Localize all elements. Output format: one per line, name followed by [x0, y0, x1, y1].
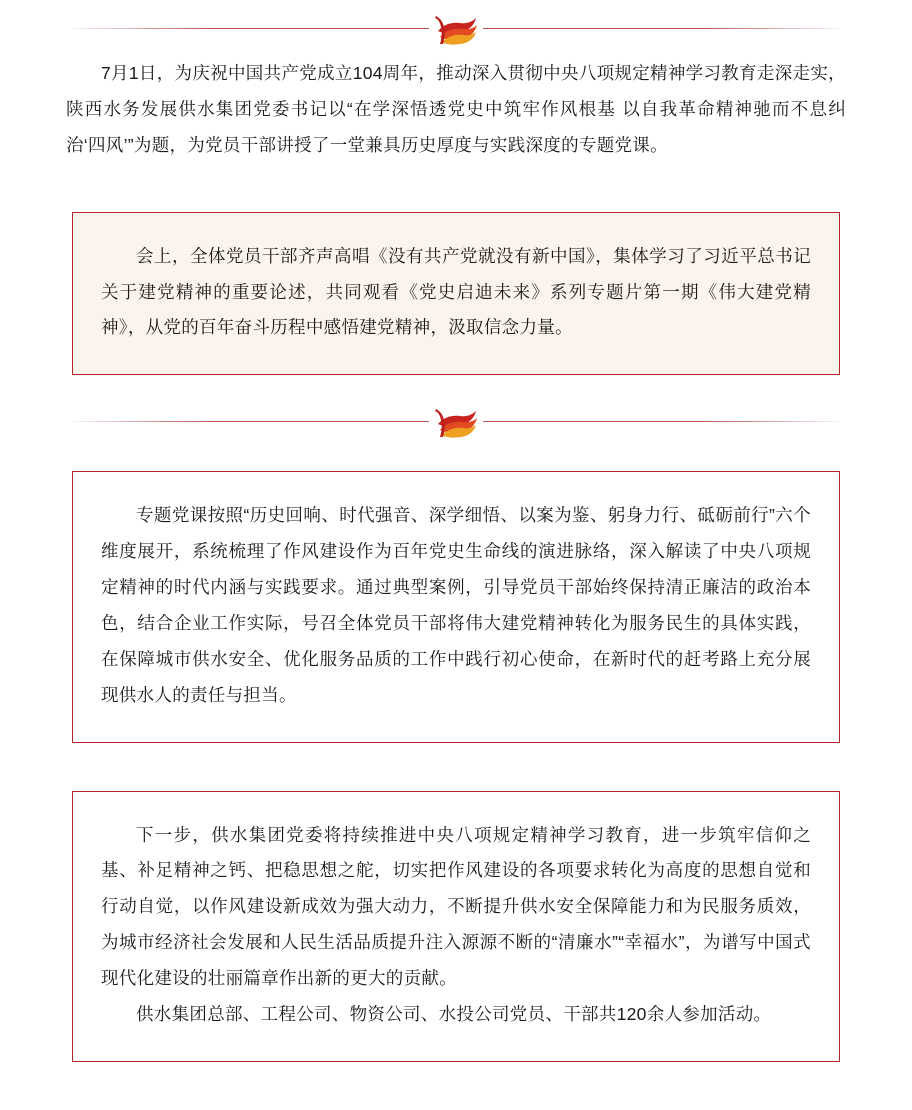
section-divider-middle: [0, 393, 912, 449]
section-divider-top: [0, 0, 912, 56]
block-three-paragraph-2: 供水集团总部、工程公司、物资公司、水投公司党员、干部共120余人参加活动。: [136, 1003, 772, 1024]
spacer: [0, 1062, 912, 1072]
content-block-next-steps: [72, 791, 840, 1062]
block-two-paragraph-1: 专题党课按照“历史回响、时代强音、深学细悟、以案为鉴、躬身力行、砥砺前行”六个维度展开，系统梳理了作风建设作为百年党史生命线的演进脉络，深入解读了中央八项规定精神的时代内涵与实践要求。通过典型案例，引导党员干部始终保持清正廉洁的政治本色，结合企业工作实际，号召全体党员干部将伟大建党精神转化为服务民生的具体实践，在保障城市供水安全、优化服务品质的工作中践行初心使命，在新时代的赶考路上充分展现供水人的责任与担当。: [101, 505, 811, 705]
ribbon-flag-icon: [429, 400, 483, 442]
block-three-paragraph-1: 下一步，供水集团党委将持续推进中央八项规定精神学习教育，进一步筑牢信仰之基、补足精神之钙、把稳思想之舵，切实把作风建设的各项要求转化为高度的思想自觉和行动自觉，以作风建设新成效为强大动力，不断提升供水安全保障能力和为民服务质效，为城市经济社会发展和人民生活品质提升注入源源不断的“清廉水”“幸福水”，为谱写中国式现代化建设的壮丽篇章作出新的更大的贡献。: [101, 824, 811, 988]
ribbon-flag-icon: [429, 7, 483, 49]
spacer: [0, 375, 912, 393]
content-block-lecture-detail: [72, 471, 840, 742]
highlight-block-meeting-summary: [72, 212, 840, 376]
block-one-paragraph-1: 会上，全体党员干部齐声高唱《没有共产党就没有新中国》，集体学习了习近平总书记关于建党精神的重要论述，共同观看《党史启迪未来》系列专题片第一期《伟大建党精神》，从党的百年奋斗历程中感悟建党精神，汲取信念力量。: [101, 245, 811, 338]
intro-paragraph-container: [66, 56, 846, 164]
spacer: [0, 743, 912, 769]
spacer: [0, 164, 912, 190]
intro-paragraph: 7月1日，为庆祝中国共产党成立104周年，推动深入贯彻中央八项规定精神学习教育走深走实，陕西水务发展供水集团党委书记以“在学深悟透党史中筑牢作风根基 以自我革命精神驰而不息纠治‘四风’”为题，为党员干部讲授了一堂兼具历史厚度与实践深度的专题党课。: [66, 63, 846, 155]
